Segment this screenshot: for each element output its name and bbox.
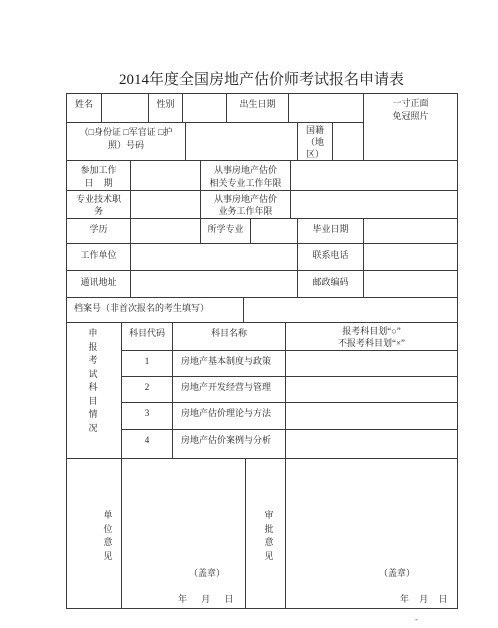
subject-choice-field[interactable] [286, 430, 458, 459]
related-years-field[interactable] [291, 161, 458, 191]
graduation-date-label: 毕业日期 [312, 224, 349, 234]
subject-code-cell [122, 377, 173, 403]
archive-field[interactable] [244, 298, 458, 323]
gender-label: 性别 [156, 99, 175, 109]
nationality-field[interactable] [333, 123, 364, 161]
employer-label: 工作单位 [80, 250, 117, 260]
work-start-label-line-2: 日 期 [84, 178, 113, 188]
phone-label: 联系电话 [312, 250, 349, 260]
subject-name-cell [173, 351, 286, 377]
subject-code-cell [122, 403, 173, 430]
graduation-date-field[interactable] [364, 219, 458, 244]
photo-box[interactable] [364, 94, 458, 161]
business-years-label-line-1: 从事房地产估价 [213, 194, 277, 204]
subject-choice-header-line-2: 不报考科目划“×” [337, 338, 406, 348]
subjects-section-label-cell [67, 323, 122, 459]
address-field[interactable] [131, 271, 298, 298]
approval-opinion-label-cell [246, 459, 286, 609]
subject-name-cell [173, 430, 286, 459]
archive-label: 档案号（非首次报名的考生填写） [74, 303, 210, 313]
subject-name-cell [173, 377, 286, 403]
subject-choice-header [286, 323, 458, 351]
major-label-cell [201, 219, 251, 244]
subject-name: 房地产基本制度与政策 [181, 356, 272, 366]
birth-date-label-cell [227, 94, 289, 123]
subject-code: 1 [144, 356, 150, 366]
subject-name-header-label: 科目名称 [210, 328, 247, 338]
id-number-label-line-2: 照）号码 [107, 140, 144, 150]
name-field[interactable] [102, 94, 149, 123]
unit-opinion-field[interactable] [122, 459, 246, 609]
subject-code: 2 [144, 382, 150, 392]
gender-field[interactable] [183, 94, 227, 123]
subject-code: 4 [144, 435, 150, 445]
subject-code-cell [122, 430, 173, 459]
approval-opinion-label: 审批意见 [264, 510, 274, 561]
subject-name-header [173, 323, 286, 351]
related-years-label-cell [201, 161, 291, 191]
postcode-label-cell [298, 271, 364, 298]
unit-stamp-label: （盖章） [189, 568, 226, 578]
subject-name: 房地产开发经营与管理 [181, 382, 272, 392]
subject-name-cell [173, 403, 286, 430]
subject-code-cell [122, 351, 173, 377]
nationality-label-line-2: （地 [305, 137, 324, 147]
subject-choice-field[interactable] [286, 403, 458, 430]
nationality-label-line-1: 国籍 [305, 125, 324, 135]
approval-opinion-field[interactable] [286, 459, 458, 609]
phone-label-cell [298, 244, 364, 271]
subject-name: 房地产估价理论与方法 [181, 408, 272, 418]
unit-date-label: 年 月 日 [178, 594, 234, 604]
postcode-label: 邮政编码 [312, 277, 349, 287]
subject-choice-field[interactable] [286, 351, 458, 377]
name-label: 姓名 [74, 99, 93, 109]
work-start-label-line-1: 参加工作 [80, 165, 117, 175]
archive-label-cell [67, 298, 244, 323]
approval-stamp-label: （盖章） [379, 568, 416, 578]
education-label-cell [67, 219, 131, 244]
nationality-label-cell [298, 123, 333, 161]
education-label: 学历 [89, 224, 108, 234]
unit-opinion-label-cell [67, 459, 122, 609]
employer-label-cell [67, 244, 131, 271]
postcode-field[interactable] [364, 271, 458, 298]
birth-date-label: 出生日期 [239, 99, 276, 109]
subject-choice-header-line-1: 报考科目划“○” [342, 326, 401, 336]
tech-title-label-line-2: 务 [93, 206, 103, 216]
business-years-label-cell [201, 191, 291, 219]
tech-title-label-cell [67, 191, 131, 219]
business-years-label-line-2: 业务工作年限 [218, 206, 273, 216]
major-label: 所学专业 [207, 224, 244, 234]
approval-date-label: 年 月 日 [400, 594, 448, 604]
tech-title-field[interactable] [131, 191, 201, 219]
subject-code-header [122, 323, 173, 351]
related-years-label-line-1: 从事房地产估价 [213, 165, 277, 175]
form-title: 2014年度全国房地产估价师考试报名申请表 [118, 72, 404, 88]
employer-field[interactable] [131, 244, 298, 271]
education-field[interactable] [131, 219, 201, 244]
related-years-label-line-2: 相关专业工作年限 [209, 178, 282, 188]
application-form-table [66, 93, 458, 609]
subject-code: 3 [144, 408, 150, 418]
id-number-label-line-1: （□身份证 □军官证 □护 [79, 127, 173, 137]
nationality-label-line-3: 区） [305, 149, 324, 159]
id-number-label-cell [67, 123, 186, 161]
subject-code-header-label: 科目代码 [128, 328, 165, 338]
gender-label-cell [149, 94, 183, 123]
work-start-label-cell [67, 161, 131, 191]
tech-title-label-line-1: 专业技术职 [75, 194, 121, 204]
page-mark: - [415, 614, 418, 624]
unit-opinion-label: 单位意见 [103, 510, 113, 561]
subject-name: 房地产估价案例与分析 [181, 435, 272, 445]
graduation-date-label-cell [298, 219, 364, 244]
photo-hint-line-2: 免冠照片 [392, 111, 429, 121]
phone-field[interactable] [364, 244, 458, 271]
subjects-section-label: 申报考试科目情况 [88, 328, 98, 433]
id-number-field[interactable] [186, 123, 298, 161]
name-label-cell [67, 94, 102, 123]
address-label-cell [67, 271, 131, 298]
birth-date-field[interactable] [289, 94, 364, 123]
photo-hint-line-1: 一寸正面 [392, 98, 429, 108]
major-field[interactable] [251, 219, 298, 244]
work-start-field[interactable] [131, 161, 201, 191]
address-label: 通讯地址 [80, 277, 117, 287]
subject-choice-field[interactable] [286, 377, 458, 403]
business-years-field[interactable] [291, 191, 458, 219]
